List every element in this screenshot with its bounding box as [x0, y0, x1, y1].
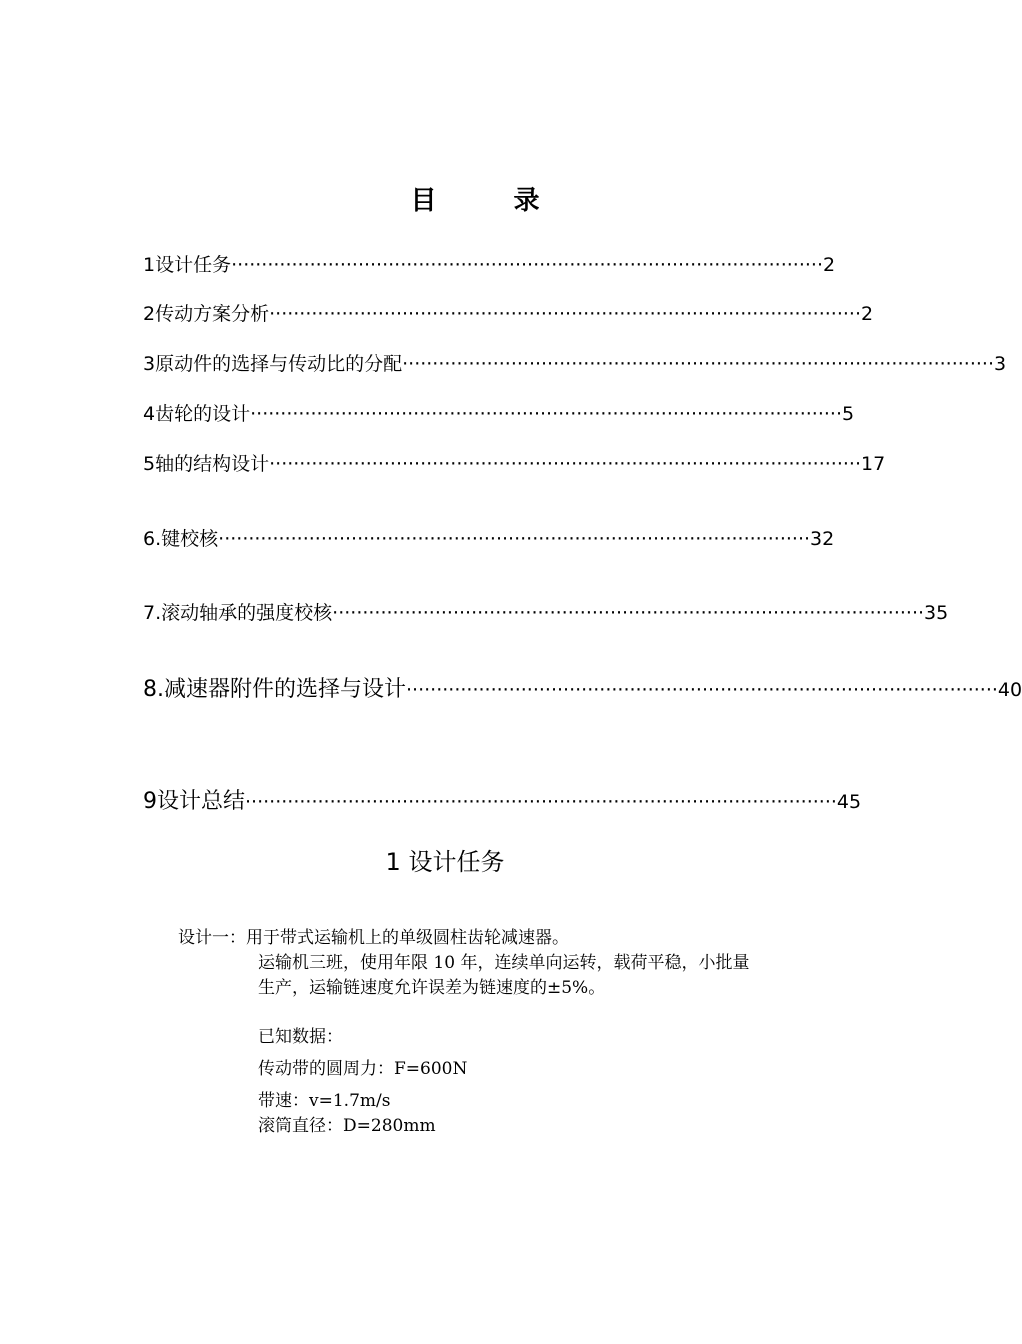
toc-entry-label: 传动方案分析	[155, 303, 270, 325]
toc-entry-number: 5	[143, 453, 156, 475]
toc-leader: ··································································································	[231, 254, 823, 276]
toc-entry-9[interactable]	[143, 784, 862, 815]
toc-entry-page: 5	[842, 403, 855, 425]
toc-entry-number: 9	[143, 789, 157, 814]
toc-entry-number: 3	[143, 353, 156, 375]
description-line-2: 生产，运输链速度允许误差为链速度的±5%。	[258, 978, 606, 998]
toc-entry-label: 原动件的选择与传动比的分配	[155, 353, 403, 375]
toc-entry-8[interactable]	[143, 672, 1022, 703]
toc-entry-7[interactable]	[143, 598, 949, 625]
toc-entry-number: 4	[143, 403, 156, 425]
toc-entry-page: 3	[994, 353, 1007, 375]
toc-entry-label: 齿轮的设计	[155, 403, 251, 425]
toc-entry-label: 减速器附件的选择与设计	[164, 677, 407, 702]
known-data-label: 已知数据：	[258, 1027, 343, 1047]
design-line: 设计一：用于带式运输机上的单级圆柱齿轮减速器。	[178, 928, 569, 948]
toc-leader: ··································································································	[218, 528, 811, 550]
toc-entry-2[interactable]	[143, 299, 874, 326]
toc-leader: ··································································································	[402, 353, 994, 375]
toc-entry-label: 滚动轴承的强度校核	[161, 602, 333, 624]
diameter-value: 滚筒直径：D=280mm	[258, 1116, 436, 1136]
force-value: 传动带的圆周力：F=600N	[258, 1059, 468, 1079]
toc-entry-number: 1	[143, 254, 156, 276]
toc-entry-4[interactable]	[143, 399, 855, 426]
toc-entry-number: 8.	[143, 677, 164, 702]
section-heading: 1 设计任务	[385, 848, 505, 876]
toc-entry-number: 2	[143, 303, 156, 325]
toc-entry-label: 设计总结	[157, 789, 246, 814]
toc-entry-page: 45	[836, 791, 862, 813]
toc-leader: ··································································································	[245, 791, 837, 813]
toc-entry-page: 2	[861, 303, 874, 325]
toc-entry-3[interactable]	[143, 349, 1007, 376]
toc-entry-page: 35	[924, 602, 949, 624]
toc-leader: ··································································································	[406, 679, 998, 701]
toc-entry-label: 轴的结构设计	[155, 453, 270, 475]
toc-entry-page: 40	[997, 679, 1022, 701]
description-line-1: 运输机三班，使用年限 10 年，连续单向运转，载荷平稳，小批量	[258, 953, 750, 973]
toc-entry-page: 17	[861, 453, 886, 475]
toc-leader: ··································································································	[269, 453, 861, 475]
toc-leader: ··································································································	[332, 602, 925, 624]
toc-entry-label: 键校核	[161, 528, 219, 550]
toc-entry-5[interactable]	[143, 449, 886, 476]
toc-entry-6[interactable]	[143, 524, 835, 551]
toc-entry-number: 7.	[143, 602, 162, 624]
toc-leader: ··································································································	[250, 403, 842, 425]
toc-entry-page: 2	[823, 254, 836, 276]
speed-value: 带速：v=1.7m/s	[258, 1091, 391, 1111]
toc-leader: ··································································································	[269, 303, 861, 325]
toc-entry-1[interactable]	[143, 250, 836, 277]
toc-entry-number: 6.	[143, 528, 162, 550]
toc-entry-label: 设计任务	[155, 254, 232, 276]
toc-title: 目 录	[410, 186, 574, 216]
toc-entry-page: 32	[810, 528, 835, 550]
